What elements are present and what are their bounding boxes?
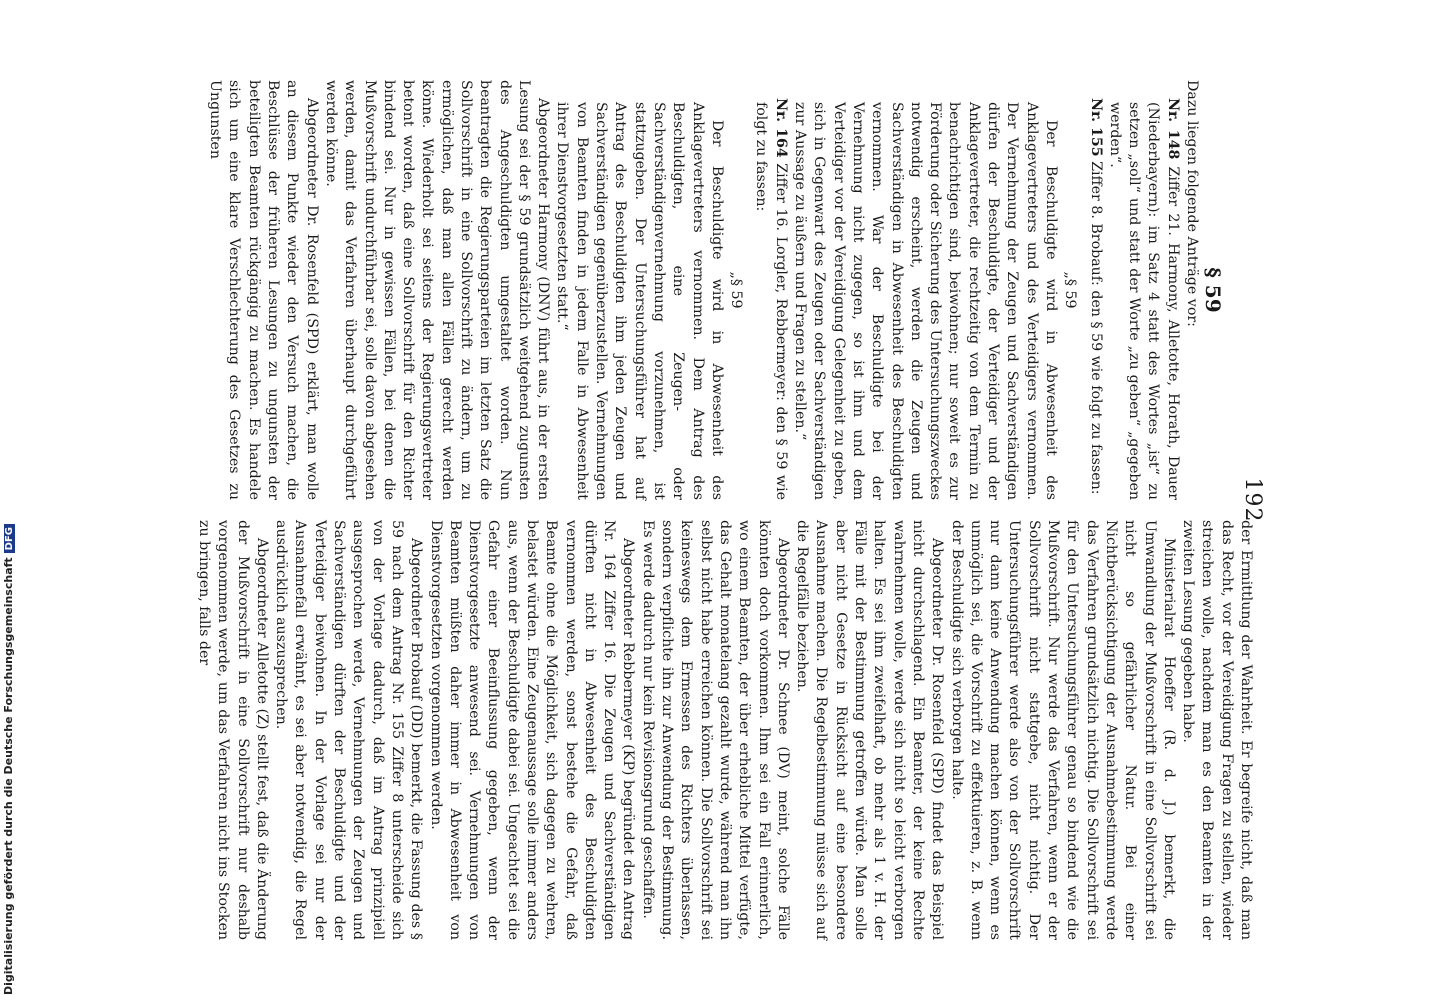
page-number: 192 <box>1240 477 1265 523</box>
digitization-credit <box>2 524 15 995</box>
paragraph: Abgeordneter Rebbermeyer (KP) begründet den Antrag Nr. 164 Ziffer 16. Die Zeugen und Sachverständigen dürften nicht in Abwesenheit des Beschuldigten vernommen werden, sonst bestehe die Gefahr, daß Beamte ohne die Möglichkeit, sich dagegen zu wehren, belastet würden. Eine Zeugenaussage solle immer anders aus, wenn der Beschuldigte dabei sei. Ungeachtet sei die Gefahr einer Beeinflussung gegeben, wenn der Dienstvorgesetzte anwesend sei. Vernehmungen von Beamten müßten daher immer in Abwesenheit von Dienstvorgesetzten vorgenommen werden. <box>427 520 637 940</box>
antrag-148 <box>1105 80 1182 500</box>
paragraph: der Ermittlung der Wahrheit. Er begreife nicht, daß man das Recht, vor der Vereidigung Fragen zu stellen, wieder streichen wolle, nachdem man es den Beamten in der zweiten Lesung gegeben habe. <box>1180 520 1254 940</box>
paragraph: Abgeordneter Dr. Schnee (DV) meint, solche Fälle könnten doch vorkommen. Ihm sei ein Fall erinnerlich, wo einem Beamten, der über erhebliche Mittel verfügte, das Gehalt monatelang gezahlt wurde, während man ihn selbst nicht habe erreichen können. Die Sollvorschrift sei keineswegs dem Ermessen des Richters überlassen, sondern verpflichte ihn zur Anwendung der Bestimmung. Es werde dadurch nur kein Revisionsgrund geschaffen. <box>639 520 791 940</box>
quote-text: Der Beschuldigte wird in Abwesenheit des Anklagevertreters und des Verteidigers vernommen. Der Vernehmung der Zeugen und Sachverständigen dürfen der Beschuldigte, der Verteidiger und der Anklagevertreter, die rechtzeitig von dem Termin zu benachrichtigen sind, beiwohnen; nur soweit es zur Förderung oder Sicherung des Untersuchungszweckes notwendig erscheint, werden die Zeugen und Sachverständigen in Abwesenheit des Beschuldigten vernommen. War der Beschuldigte bei der Vernehmung nicht zugegen, so ist ihm und dem Verteidiger vor der Vereidigung Gelegenheit zu geben, sich in Gegenwart des Zeugen oder Sachverständigen zur Aussage zu äußern und Fragen zu stellen.“ <box>792 102 1059 500</box>
paragraph: Abgeordneter Brobauf (DD) bemerkt, die Fassung des § 59 nach dem Antrag Nr. 155 Ziffer 8 unterscheide sich von der Vorlage dadurch, daß im Antrag prinzipiell ausgesprochen werde, Vernehmungen der Zeugen und Sachverständigen dürften der Beschuldigte und der Verteidiger beiwohnen. In der Vorlage sei nur der Ausnahmefall erwähnt, es sei aber notwendig, die Regel ausdrücklich auszusprechen. <box>273 520 425 940</box>
antrag-text: Ziffer 8. Brobauf: den § 59 wie folgt zu fassen: <box>1087 161 1104 495</box>
antrag-number: Nr. 164 <box>772 98 789 158</box>
antrag-text: Ziffer 16. Lorgler, Rebbermeyer: den § 59 wie folgt zu fassen: <box>753 102 789 501</box>
antrag-164 <box>751 80 790 500</box>
antrag-text: Ziffer 21. Harmony, Alletotte, Horath, Dauer (Niederbayern): im Satz 4 statt des Wortes „ist“ zu setzen „soll“ und statt der Worte „zu geben“ „gegeben werden“. <box>1106 102 1181 501</box>
quote-text: Der Beschuldigte wird in Abwesenheit des Anklagevertreters vernommen. Dem Antrag des Beschuldigten, eine Zeugen- oder Sachverständigenvernehmung vorzunehmen, ist stattzugeben. Der Untersuchungsführer hat auf Antrag des Beschuldigten ihm jeden Zeugen und Sachverständigen gegenüberzustellen. Vernehmungen von Beamten finden in jedem Falle in Abwesenheit ihrer Dienstvorgesetzten statt.“ <box>554 102 725 500</box>
paragraph: Abgeordneter Harmony (DNV) führt aus, in der ersten Lesung sei der § 59 grundsätzlich weitgehend zugunsten des Angeschuldigten umgestaltet worden. Nun beantragten die Regierungsparteien im letzten Satz die Sollvorschrift in eine Sollvorschrift zu ändern, um zu ermöglichen, daß man allen Fällen gerecht werden könne. Wiederholt sei seitens der Regierungsvertreter betont worden, daß eine Sollvorschrift für den Richter bindend sei. Nur in gewissen Fällen, bei denen die Mußvorschrift undurchführbar sei, solle davon abgesehen werden, damit das Verfahren überhaupt durchgeführt werden könne. <box>322 80 552 500</box>
credit-text: Digitalisierung gefördert durch die Deutsche Forschungsgemeinschaft <box>2 557 15 995</box>
paragraph: Abgeordneter Dr. Rosenfeld (SPD) findet das Beispiel nicht durchschlagend. Ein Beamter, der keine Rechte wahrnehmen wolle, werde sich nicht so leicht verborgen halten. Es sei ihm zweifelhaft, ob mehr als 1 v. H. der Fälle mit der Bestimmung getroffen würde. Man solle aber nicht Gesetze in Rücksicht auf eine besondere Ausnahme machen. Die Regelbestimmung müsse sich auf die Regelfälle beziehen. <box>794 520 946 940</box>
dfg-logo: DFG <box>4 524 15 553</box>
antrag-number: Nr. 155 <box>1087 98 1104 157</box>
paragraph: Abgeordneter Alletotte (Z) stellt fest, daß die Änderung der Mußvorschrift in eine Sollvorschrift nur deshalb vorgenommen werde, um das Verfahren nicht ins Stocken zu bringen, falls der <box>195 520 270 940</box>
intro-text: Dazu liegen folgende Anträge vor: <box>1184 80 1200 327</box>
antrag-number: Nr. 148 <box>1164 98 1181 160</box>
paragraph: Ministerialrat Hoeffer (R. d. J.) bemerkt, die Umwandlung der Mußvorschrift in eine Sollvorschrift sei nicht so gefährlicher Natur. Bei einer Nichtberücksichtigung der Ausnahmebestimmung werde das Verfahren grundsätzlich nichtig. Die Sollvorschrift sei für den Untersuchungsführer genau so bindend wie die Mußvorschrift. Nur werde das Verfahren, wenn er der Sollvorschrift nicht stattgebe, nicht nichtig. Der Untersuchungsführer werde also von der Sollvorschrift nur dann keine Anwendung machen können, wenn es unmöglich sei, die Vorschrift zu effektuieren, z. B. wenn der Beschuldigte sich verborgen halte. <box>948 520 1177 940</box>
antrag-155 <box>1085 80 1104 500</box>
section-heading: § 59 <box>1201 267 1225 313</box>
paragraph: Abgeordneter Dr. Rosenfeld (SPD) erklärt, man wolle an diesem Punkte wieder den Versuch machen, die Beschlüsse der früheren Lesungen zu ungunsten der beteiligten Beamten rückgängig zu machen. Es handele sich um eine klare Verschlechterung des Gesetzes zu Ungunsten <box>207 80 320 500</box>
rotated-page <box>125 40 1265 960</box>
right-column <box>194 520 1255 940</box>
quote-heading: „§ 59 <box>728 271 745 309</box>
quote-heading: „§ 59 <box>1062 271 1079 309</box>
left-column <box>205 80 1201 500</box>
